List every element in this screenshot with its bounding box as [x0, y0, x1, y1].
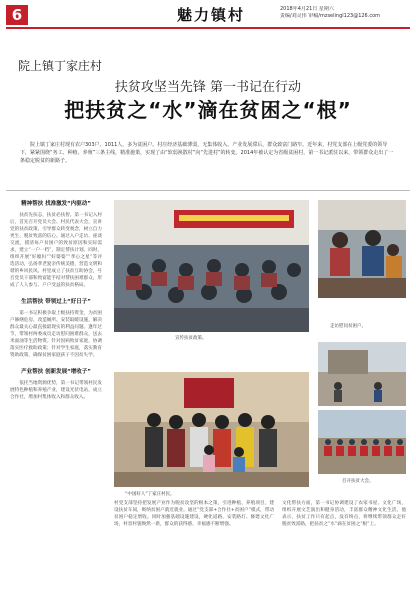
section-title: 魅力镇村	[176, 6, 245, 24]
photo-visit	[318, 200, 406, 298]
page-header	[6, 4, 410, 26]
photo-caption: 召开扶贫大会。	[342, 479, 374, 484]
photo-meeting	[114, 200, 309, 332]
photo-family	[114, 372, 309, 487]
section-heading: 产业帮扶 创新发展“增收子”	[21, 369, 91, 375]
section-body: 第一书记积极争取上级扶持资金，为贫困户修缮危房、改造厕所、安装取暖设施，解决群众最关心最直接最现实的利益问题。逢年过节，带领村两委成员走访慰问困难群众，送去米面油等生活物资。针对因病致贫家庭，协调落实医疗救助政策；针对学生家庭，落实教育资助政策，确保贫困家庭孩子不因贫失学。	[10, 311, 102, 358]
left-text-column	[10, 195, 102, 593]
page-number: 6	[6, 5, 28, 25]
section-heading: 精神帮扶 找准激发“内驱动”	[21, 201, 91, 207]
header-rule	[6, 27, 410, 29]
section-body: 依托当地资源优势，第一书记带领村民发展特色种植和养殖产业，建设光伏电站，成立合作社，增加村集体收入和群众收入。	[10, 381, 102, 400]
article-subtitle: 扶贫攻坚当先锋 第一书记在行动	[114, 80, 302, 95]
photo-caption: “中国好人”丁家庄村民。	[125, 492, 175, 497]
section-heading: 生活帮扶 带领过上“好日子”	[21, 299, 91, 305]
photo-visit-graphic	[318, 200, 406, 298]
body-text-column-end: 文化帮扶方面，第一书记协调建设了农家书屋、文化广场，组织开展文艺演出和健身活动，丰富群众精神文化生活。他表示，扶贫工作只有起点，没有终点，将继续带领群众走好脱贫致富路，把扶贫之“水”滴在贫困之“根”上。	[282, 501, 406, 527]
body-text-column: 村党支部坚持把发展产业作为脱贫攻坚的根本之策，引进种植、养殖项目，建设扶贫车间，吸纳贫困户就近就业。通过“党支部+合作社+贫困户”模式，带动贫困户稳定增收。同时加强基础设施建设，硬化道路、安装路灯、修建文化广场，村容村貌焕然一新，群众的获得感、幸福感不断增强。	[114, 501, 274, 527]
photo-caption: 宣传扶贫政策。	[175, 336, 207, 341]
editor-line: 责编/刘灵伟 审稿/mzselingl123@126.com	[280, 13, 381, 19]
village-name: 院上镇丁家庄村	[18, 59, 103, 73]
photo-meeting-graphic	[114, 200, 309, 332]
header-meta	[280, 6, 408, 20]
lead-paragraph: 院上镇丁家庄村现有农户303户、1011人，多为贫困户。村庄经济基础薄弱，无集体收入，产业发展滞后，群众致富门路窄。近年来，村党支部在上级党委的领导下，紧紧围绕“务工、种植、养殖”三条主线，精准施策，实现了由“软弱涣散村”向“先进村”的转变。2014年被认定为省级贫困村，第一书记派驻以来，带领群众走出了一条稳定脱贫的新路子。	[20, 142, 394, 164]
date-line: 2018年4月21日 星期六	[280, 6, 334, 12]
divider	[6, 190, 410, 191]
article-headline: 把扶贫之“水”滴在贫困之“根”	[64, 98, 352, 122]
section-body: 扶贫先扶志，扶贫必扶智。第一书记入村后，首先召开党员大会、村民代表大会，宣讲党的扶贫政策，引导群众转变观念，树立自力更生、脱贫致富的信心。通过入户走访、座谈交流，摸清每户贫困户的致贫原因和实际需求，建立“一户一档”，制定帮扶计划。同时，组织开展“好媳妇”“好婆婆”“孝心之星”等评选活动，弘扬孝老爱亲传统美德，营造文明和谐的乡风民风。村里成立了扶贫互助协会，号召党员干部和致富能手结对帮扶困难群众，形成了人人参与、户户受益的扶贫格局。	[10, 213, 102, 288]
photo-outdoor-graphic	[318, 342, 406, 474]
photo-family-graphic	[114, 372, 309, 487]
photo-caption: 走访慰问贫困户。	[330, 324, 366, 329]
photo-outdoor	[318, 342, 406, 474]
